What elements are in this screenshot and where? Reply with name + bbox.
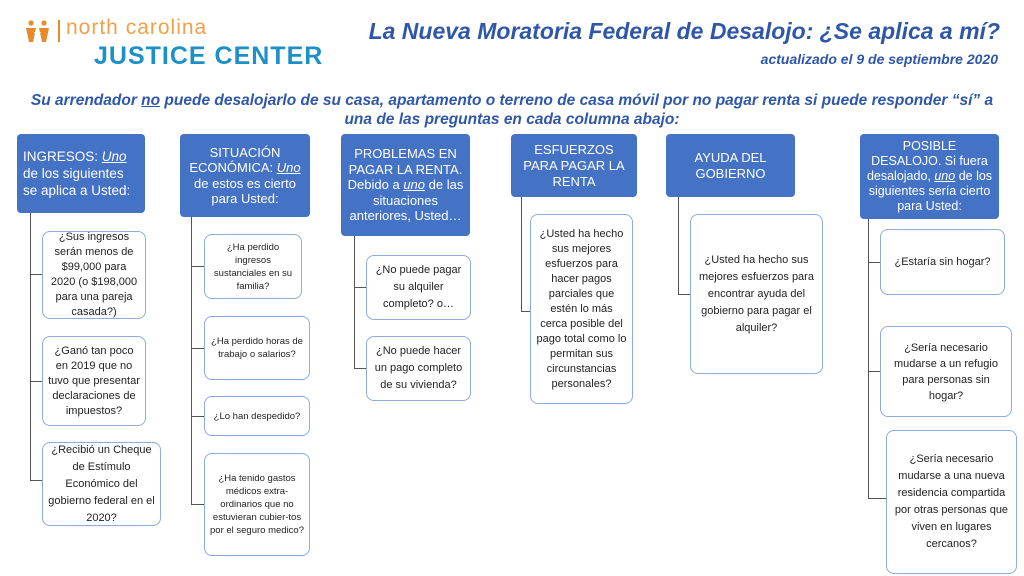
connector-line	[521, 197, 522, 311]
question-box: ¿Recibió un Cheque de Estímulo Económico del gobierno federal en el 2020?	[42, 442, 161, 526]
connector-line	[868, 219, 869, 498]
header-esfuerzos-renta: ESFUERZOS PARA PAGAR LA RENTA	[511, 134, 637, 197]
connector-line	[678, 197, 679, 294]
connector-line	[191, 416, 204, 417]
connector-line	[191, 504, 204, 505]
connector-line	[354, 287, 366, 288]
question-box: ¿Usted ha hecho sus mejores esfuerzos para hacer pagos parciales que estén lo más cerca posible del pago total como lo permitan sus circunstancias personales?	[530, 214, 633, 404]
question-box: ¿Estaría sin hogar?	[880, 229, 1005, 295]
question-box: ¿Ha perdido horas de trabajo o salarios?	[204, 316, 310, 380]
question-box: ¿Ha tenido gastos médicos extra-ordinarios que no estuvieran cubier-tos por el seguro medico?	[204, 453, 310, 556]
page-title: La Nueva Moratoria Federal de Desalojo: ¿Se aplica a mí?	[368, 18, 1000, 44]
connector-line	[191, 217, 192, 504]
question-box: ¿Lo han despedido?	[204, 396, 310, 436]
connector-line	[868, 371, 880, 372]
logo-text-north-carolina: north carolina	[66, 16, 208, 39]
header-problemas-renta: PROBLEMAS EN PAGAR LA RENTA. Debido a uno de las situaciones anteriores, Usted…	[341, 134, 470, 236]
connector-line	[868, 262, 880, 263]
connector-line	[191, 348, 204, 349]
question-box: ¿No puede pagar su alquiler completo? o…	[366, 255, 471, 320]
intro-emphasis: no	[141, 92, 161, 109]
connector-line	[30, 213, 31, 480]
question-box: ¿Ha perdido ingresos sustanciales en su familia?	[204, 234, 302, 299]
updated-date: actualizado el 9 de septiembre 2020	[760, 51, 998, 67]
question-box: ¿Sería necesario mudarse a un refugio para personas sin hogar?	[880, 326, 1012, 417]
question-box: ¿Sería necesario mudarse a una nueva residencia compartida por otras personas que viven en lugares cercanos?	[886, 430, 1017, 574]
connector-line	[191, 266, 204, 267]
nc-justice-center-figures-icon	[24, 20, 52, 42]
connector-line	[521, 311, 530, 312]
header-ayuda-gobierno: AYUDA DEL GOBIERNO	[666, 134, 795, 197]
connector-line	[868, 498, 886, 499]
question-box: ¿No puede hacer un pago completo de su vivienda?	[366, 336, 471, 401]
question-box: ¿Usted ha hecho sus mejores esfuerzos para encontrar ayuda del gobierno para pagar el alquiler?	[690, 214, 823, 374]
connector-line	[354, 236, 355, 368]
header-situacion-economica: SITUACIÓN ECONÓMICA: Uno de estos es cierto para Usted:	[180, 134, 310, 217]
header-posible-desalojo: POSIBLE DESALOJO. Si fuera desalojado, uno de los siguientes sería cierto para Usted:	[860, 134, 999, 219]
logo-text-justice-center: JUSTICE CENTER	[94, 42, 324, 70]
intro-text: Su arrendador no puede desalojarlo de su casa, apartamento o terreno de casa móvil por no pagar renta si puede responder “sí” a una de las preguntas en cada columna abajo:	[30, 92, 994, 128]
connector-line	[354, 368, 366, 369]
question-box: ¿Ganó tan poco en 2019 que no tuvo que presentar declaraciones de impuestos?	[42, 336, 146, 426]
logo-divider	[58, 20, 60, 42]
question-box: ¿Sus ingresos serán menos de $99,000 para 2020 (o $198,000 para una pareja casada?)	[42, 231, 146, 319]
header-ingresos: INGRESOS: Uno de los siguientes se aplica a Usted:	[17, 134, 145, 213]
